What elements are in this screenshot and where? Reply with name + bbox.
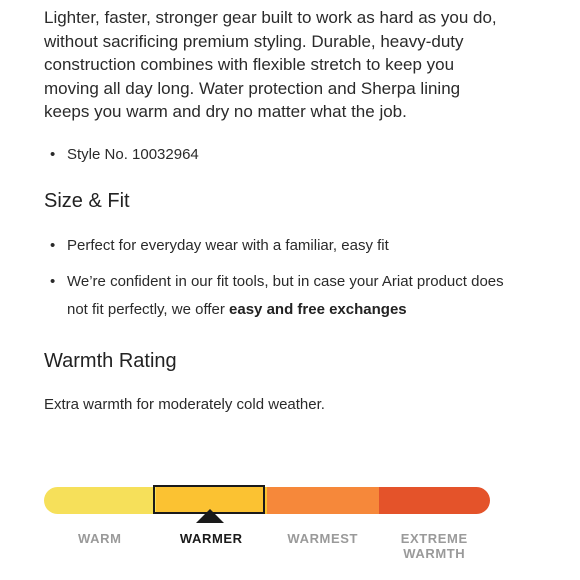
warmth-label-warmest: WARMEST <box>287 531 359 546</box>
size-fit-list <box>44 232 504 324</box>
warmth-description: Extra warmth for moderately cold weather. <box>44 395 325 413</box>
list-item <box>44 268 504 324</box>
list-item <box>44 145 504 165</box>
exchanges-highlight: easy and free exchanges <box>229 300 407 318</box>
warmth-label-warmer: WARMER <box>179 531 243 546</box>
fit-item-text: We’re confident in our fit tools, but in case your Ariat product does not fit perfectly, we offer <box>67 272 504 318</box>
bullet-icon: • <box>50 236 56 254</box>
product-details <box>44 6 504 415</box>
bullet-icon: • <box>50 145 56 163</box>
style-number: Style No. 10032964 <box>67 145 199 163</box>
size-fit-heading: Size & Fit <box>44 189 130 212</box>
warmth-rating-heading: Warmth Rating <box>44 349 177 372</box>
warmth-label-extreme-warmth: EXTREME WARMTH <box>400 531 468 561</box>
bullet-icon: • <box>50 272 56 290</box>
warmth-segment-warmest <box>267 487 379 514</box>
warmth-rating-bar <box>44 487 490 514</box>
warmth-label-warm: WARM <box>77 531 122 546</box>
warmth-level-labels <box>44 531 490 561</box>
selected-level-pointer-icon <box>196 509 224 523</box>
product-description: Lighter, faster, stronger gear built to work as hard as you do, without sacrificing premium styling. Durable, heavy-duty construction combines with flexible stretch to keep you moving all day long. Water protection and Sherpa lining keeps you warm and dry no matter what the job. <box>44 8 497 121</box>
list-item <box>44 232 504 260</box>
style-list <box>44 145 504 165</box>
fit-item-text: Perfect for everyday wear with a familiar, easy fit <box>67 236 389 254</box>
warmth-segment-warm <box>44 487 156 514</box>
warmth-segment-extreme-warmth <box>379 487 491 514</box>
